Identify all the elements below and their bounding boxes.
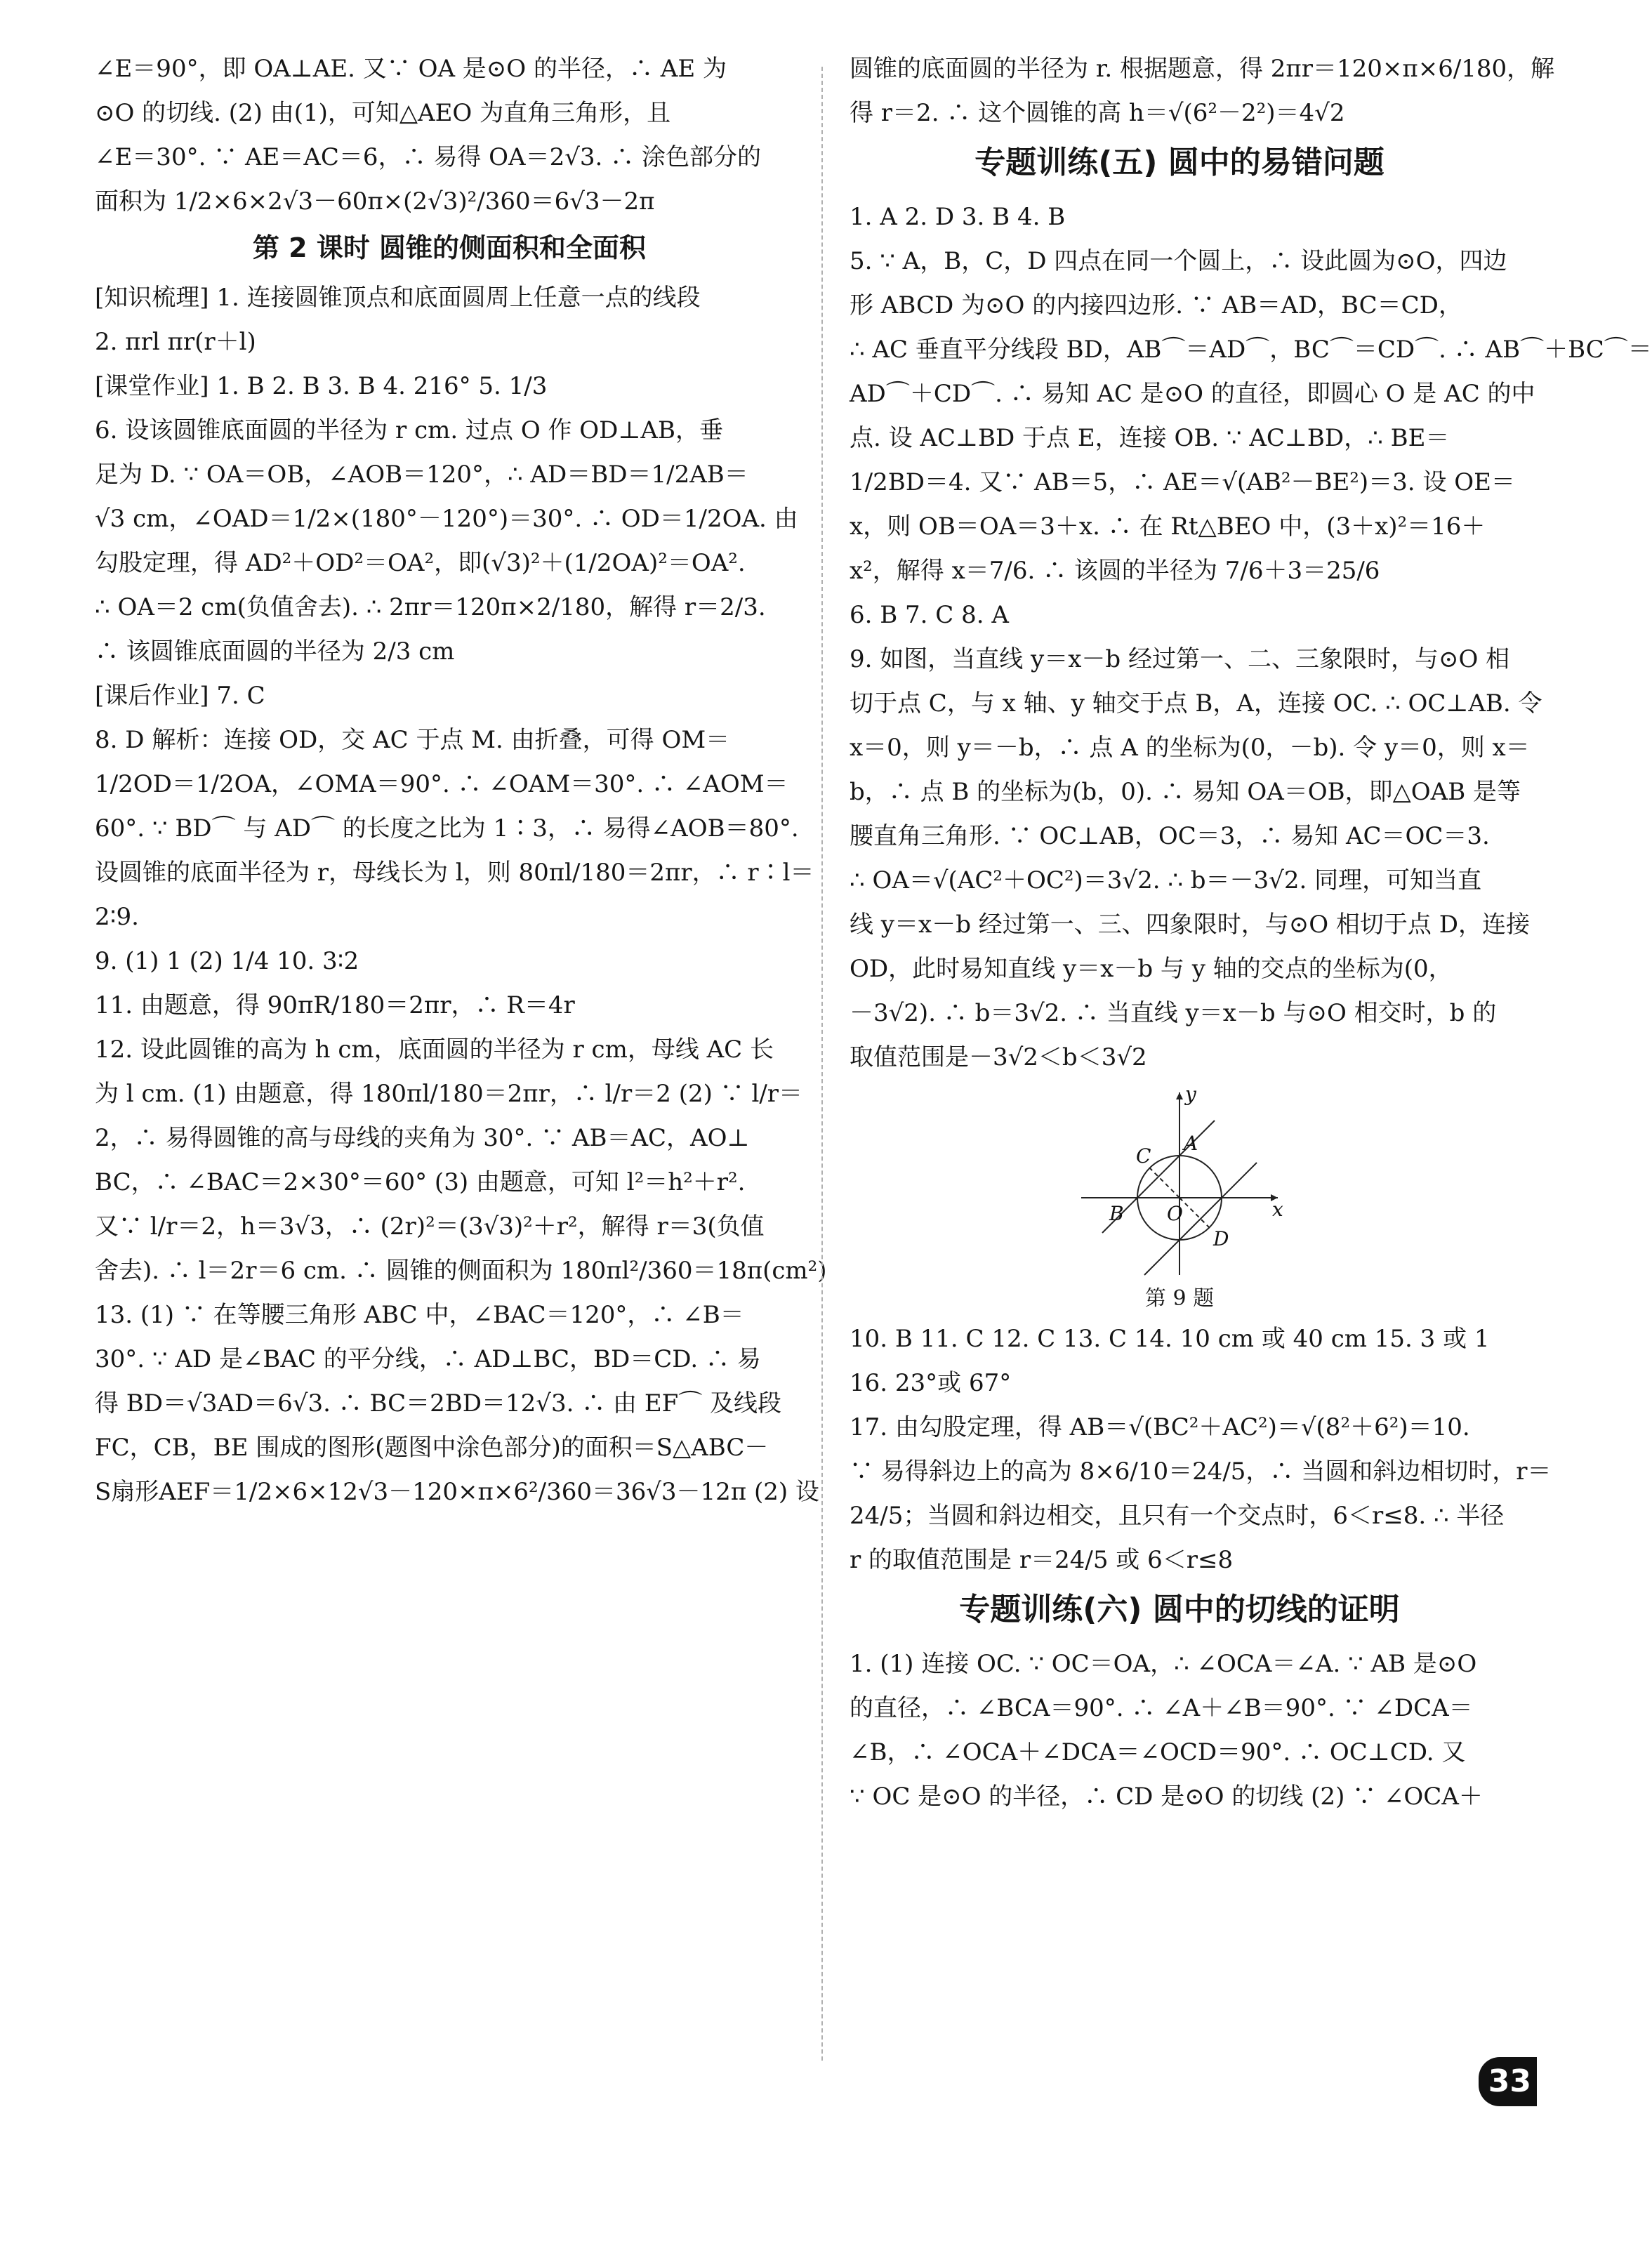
text-line: 9. (1) 1 (2) 1/4 10. 3∶2 bbox=[95, 947, 359, 975]
text-line: BC，∴ ∠BAC＝2×30°＝60° (3) 由题意，可知 l²＝h²＋r². bbox=[95, 1168, 746, 1196]
column-divider bbox=[821, 67, 823, 2061]
text-line: 13. (1) ∵ 在等腰三角形 ABC 中，∠BAC＝120°，∴ ∠B＝ bbox=[95, 1301, 744, 1329]
text-line: 足为 D. ∵ OA＝OB，∠AOB＝120°，∴ AD＝BD＝1/2AB＝ bbox=[95, 461, 748, 489]
text-line: x²，解得 x＝7/6. ∴ 该圆的半径为 7/6＋3＝25/6 bbox=[850, 557, 1380, 585]
text-line: S扇形AEF＝1/2×6×12√3－120×π×6²/360＝36√3－12π (2) 设 bbox=[95, 1478, 819, 1506]
text-line: [知识梳理] 1. 连接圆锥顶点和底面圆周上任意一点的线段 bbox=[95, 284, 701, 312]
text-line: ∴ 该圆锥底面圆的半径为 2/3 cm bbox=[95, 637, 455, 666]
text-line: 8. D 解析：连接 OD，交 AC 于点 M. 由折叠，可得 OM＝ bbox=[95, 726, 730, 754]
text-line: 1/2OD＝1/2OA，∠OMA＝90°. ∴ ∠OAM＝30°. ∴ ∠AOM＝ bbox=[95, 770, 788, 798]
segment-oc bbox=[1150, 1168, 1179, 1198]
text-line: 24/5；当圆和斜边相交，且只有一个交点时，6＜r≤8. ∴ 半径 bbox=[850, 1502, 1505, 1530]
text-line: 2，∴ 易得圆锥的高与母线的夹角为 30°. ∵ AB＝AC，AO⊥ bbox=[95, 1124, 750, 1152]
text-line: FC，CB，BE 围成的图形(题图中涂色部分)的面积＝S△ABC－ bbox=[95, 1434, 769, 1462]
text-line: 9. 如图，当直线 y＝x－b 经过第一、二、三象限时，与⊙O 相 bbox=[850, 645, 1510, 673]
text-line: [课堂作业] 1. B 2. B 3. B 4. 216° 5. 1/3 bbox=[95, 372, 548, 400]
text-line: 17. 由勾股定理，得 AB＝√(BC²＋AC²)＝√(8²＋6²)＝10. bbox=[850, 1413, 1470, 1441]
text-line: 设圆锥的底面半径为 r，母线长为 l，则 80πl/180＝2πr，∴ r∶l＝ bbox=[95, 859, 814, 887]
section-heading: 专题训练(六) 圆中的切线的证明 bbox=[959, 1592, 1400, 1627]
text-line: ∠E＝30°. ∵ AE＝AC＝6，∴ 易得 OA＝2√3. ∴ 涂色部分的 bbox=[95, 143, 761, 171]
text-line: 又∵ l/r＝2，h＝3√3，∴ (2r)²＝(3√3)²＋r²，解得 r＝3(负值 bbox=[95, 1212, 765, 1241]
label-a: A bbox=[1184, 1132, 1198, 1155]
text-line: OD，此时易知直线 y＝x－b 与 y 轴的交点的坐标为(0， bbox=[850, 955, 1453, 983]
label-d: D bbox=[1213, 1227, 1229, 1250]
text-line: 切于点 C，与 x 轴、y 轴交于点 B，A，连接 OC. ∴ OC⊥AB. 令 bbox=[850, 689, 1542, 718]
text-line: ∠E＝90°，即 OA⊥AE. 又∵ OA 是⊙O 的半径，∴ AE 为 bbox=[95, 55, 727, 83]
text-line: 腰直角三角形. ∵ OC⊥AB，OC＝3，∴ 易知 AC＝OC＝3. bbox=[850, 822, 1490, 850]
figure-9 bbox=[850, 1085, 1509, 1313]
text-line: 6. B 7. C 8. A bbox=[850, 601, 1009, 629]
text-line: 6. 设该圆锥底面圆的半径为 r cm. 过点 O 作 OD⊥AB，垂 bbox=[95, 416, 723, 444]
text-line: －3√2). ∴ b＝3√2. ∴ 当直线 y＝x－b 与⊙O 相交时，b 的 bbox=[850, 999, 1497, 1027]
text-line: 得 r＝2. ∴ 这个圆锥的高 h＝√(6²－2²)＝4√2 bbox=[850, 99, 1345, 127]
text-line: 60°. ∵ BD⌒ 与 AD⌒ 的长度之比为 1∶3，∴ 易得∠AOB＝80°. bbox=[95, 814, 799, 842]
text-line: ∵ 易得斜边上的高为 8×6/10＝24/5，∴ 当圆和斜边相切时，r＝ bbox=[850, 1458, 1552, 1486]
text-line: ∵ OC 是⊙O 的半径，∴ CD 是⊙O 的切线 (2) ∵ ∠OCA＋ bbox=[850, 1783, 1483, 1811]
text-line: 得 BD＝√3AD＝6√3. ∴ BC＝2BD＝12√3. ∴ 由 EF⌒ 及线段 bbox=[95, 1389, 782, 1418]
text-line: 为 l cm. (1) 由题意，得 180πl/180＝2πr，∴ l/r＝2 (2) ∵ l/r＝ bbox=[95, 1080, 803, 1108]
text-line: 舍去). ∴ l＝2r＝6 cm. ∴ 圆锥的侧面积为 180πl²/360＝18π(cm²) bbox=[95, 1257, 827, 1285]
text-line: 线 y＝x－b 经过第一、三、四象限时，与⊙O 相切于点 D，连接 bbox=[850, 911, 1530, 939]
text-line: 面积为 1/2×6×2√3－60π×(2√3)²/360＝6√3－2π bbox=[95, 187, 655, 216]
text-line: 圆锥的底面圆的半径为 r. 根据题意，得 2πr＝120×π×6/180，解 bbox=[850, 55, 1555, 83]
text-line: √3 cm，∠OAD＝1/2×(180°－120°)＝30°. ∴ OD＝1/2OA. 由 bbox=[95, 505, 798, 533]
right-column bbox=[850, 53, 1652, 1825]
label-x: x bbox=[1272, 1198, 1283, 1221]
figure-9-diagram bbox=[1074, 1085, 1285, 1282]
section-heading: 专题训练(五) 圆中的易错问题 bbox=[974, 145, 1385, 180]
text-line: b，∴ 点 B 的坐标为(b，0). ∴ 易知 OA＝OB，即△OAB 是等 bbox=[850, 778, 1521, 806]
text-line: 1/2BD＝4. 又∵ AB＝5，∴ AE＝√(AB²－BE²)＝3. 设 OE＝ bbox=[850, 468, 1515, 496]
page-number: 33 bbox=[1479, 2057, 1537, 2106]
text-line: ⊙O 的切线. (2) 由(1)，可知△AEO 为直角三角形，且 bbox=[95, 99, 671, 127]
text-line: 2∶9. bbox=[95, 903, 139, 931]
y-axis-arrow bbox=[1176, 1092, 1183, 1099]
text-line: ∴ OA＝2 cm(负值舍去). ∴ 2πr＝120π×2/180，解得 r＝2/3. bbox=[95, 593, 766, 621]
text-line: ∠B，∴ ∠OCA＋∠DCA＝∠OCD＝90°. ∴ OC⊥CD. 又 bbox=[850, 1738, 1466, 1766]
text-line: 10. B 11. C 12. C 13. C 14. 10 cm 或 40 cm 15. 3 或 1 bbox=[850, 1325, 1490, 1353]
text-line: 5. ∵ A，B，C，D 四点在同一个圆上，∴ 设此圆为⊙O，四边 bbox=[850, 247, 1507, 275]
figure-caption: 第 9 题 bbox=[1144, 1286, 1215, 1311]
text-line: 30°. ∵ AD 是∠BAC 的平分线，∴ AD⊥BC，BD＝CD. ∴ 易 bbox=[95, 1345, 761, 1373]
text-line: 1. (1) 连接 OC. ∵ OC＝OA，∴ ∠OCA＝∠A. ∵ AB 是⊙O bbox=[850, 1650, 1477, 1678]
left-column bbox=[95, 53, 827, 1520]
text-line: AD⌒＋CD⌒. ∴ 易知 AC 是⊙O 的直径，即圆心 O 是 AC 的中 bbox=[850, 380, 1535, 408]
text-line: 12. 设此圆锥的高为 h cm，底面圆的半径为 r cm，母线 AC 长 bbox=[95, 1036, 774, 1064]
label-b: B bbox=[1109, 1202, 1124, 1225]
label-c: C bbox=[1136, 1144, 1151, 1168]
text-line: 点. 设 AC⊥BD 于点 E，连接 OB. ∵ AC⊥BD，∴ BE＝ bbox=[850, 424, 1450, 452]
text-line: 1. A 2. D 3. B 4. B bbox=[850, 203, 1066, 231]
segment-od bbox=[1179, 1198, 1209, 1227]
text-line: x＝0，则 y＝－b，∴ 点 A 的坐标为(0，－b). 令 y＝0，则 x＝ bbox=[850, 734, 1530, 762]
section-heading: 第 2 课时 圆锥的侧面积和全面积 bbox=[252, 232, 647, 263]
text-line: ∴ AC 垂直平分线段 BD，AB⌒＝AD⌒，BC⌒＝CD⌒. ∴ AB⌒＋BC⌒＝ bbox=[850, 336, 1652, 364]
text-line: 的直径，∴ ∠BCA＝90°. ∴ ∠A＋∠B＝90°. ∵ ∠DCA＝ bbox=[850, 1694, 1473, 1722]
text-line: 形 ABCD 为⊙O 的内接四边形. ∵ AB＝AD，BC＝CD， bbox=[850, 291, 1462, 319]
text-line: 勾股定理，得 AD²＋OD²＝OA²，即(√3)²＋(1/2OA)²＝OA². bbox=[95, 549, 746, 577]
text-line: 11. 由题意，得 90πR/180＝2πr，∴ R＝4r bbox=[95, 991, 575, 1019]
text-line: 2. πrl πr(r＋l) bbox=[95, 328, 256, 356]
label-y: y bbox=[1185, 1083, 1196, 1106]
text-line: x，则 OB＝OA＝3＋x. ∴ 在 Rt△BEO 中，(3＋x)²＝16＋ bbox=[850, 513, 1486, 541]
text-line: r 的取值范围是 r＝24/5 或 6＜r≤8 bbox=[850, 1546, 1234, 1574]
text-line: 16. 23°或 67° bbox=[850, 1369, 1012, 1397]
text-line: [课后作业] 7. C bbox=[95, 682, 265, 710]
label-o: O bbox=[1167, 1202, 1183, 1225]
text-line: ∴ OA＝√(AC²＋OC²)＝3√2. ∴ b＝－3√2. 同理，可知当直 bbox=[850, 866, 1482, 894]
text-line: 取值范围是－3√2＜b＜3√2 bbox=[850, 1043, 1147, 1071]
